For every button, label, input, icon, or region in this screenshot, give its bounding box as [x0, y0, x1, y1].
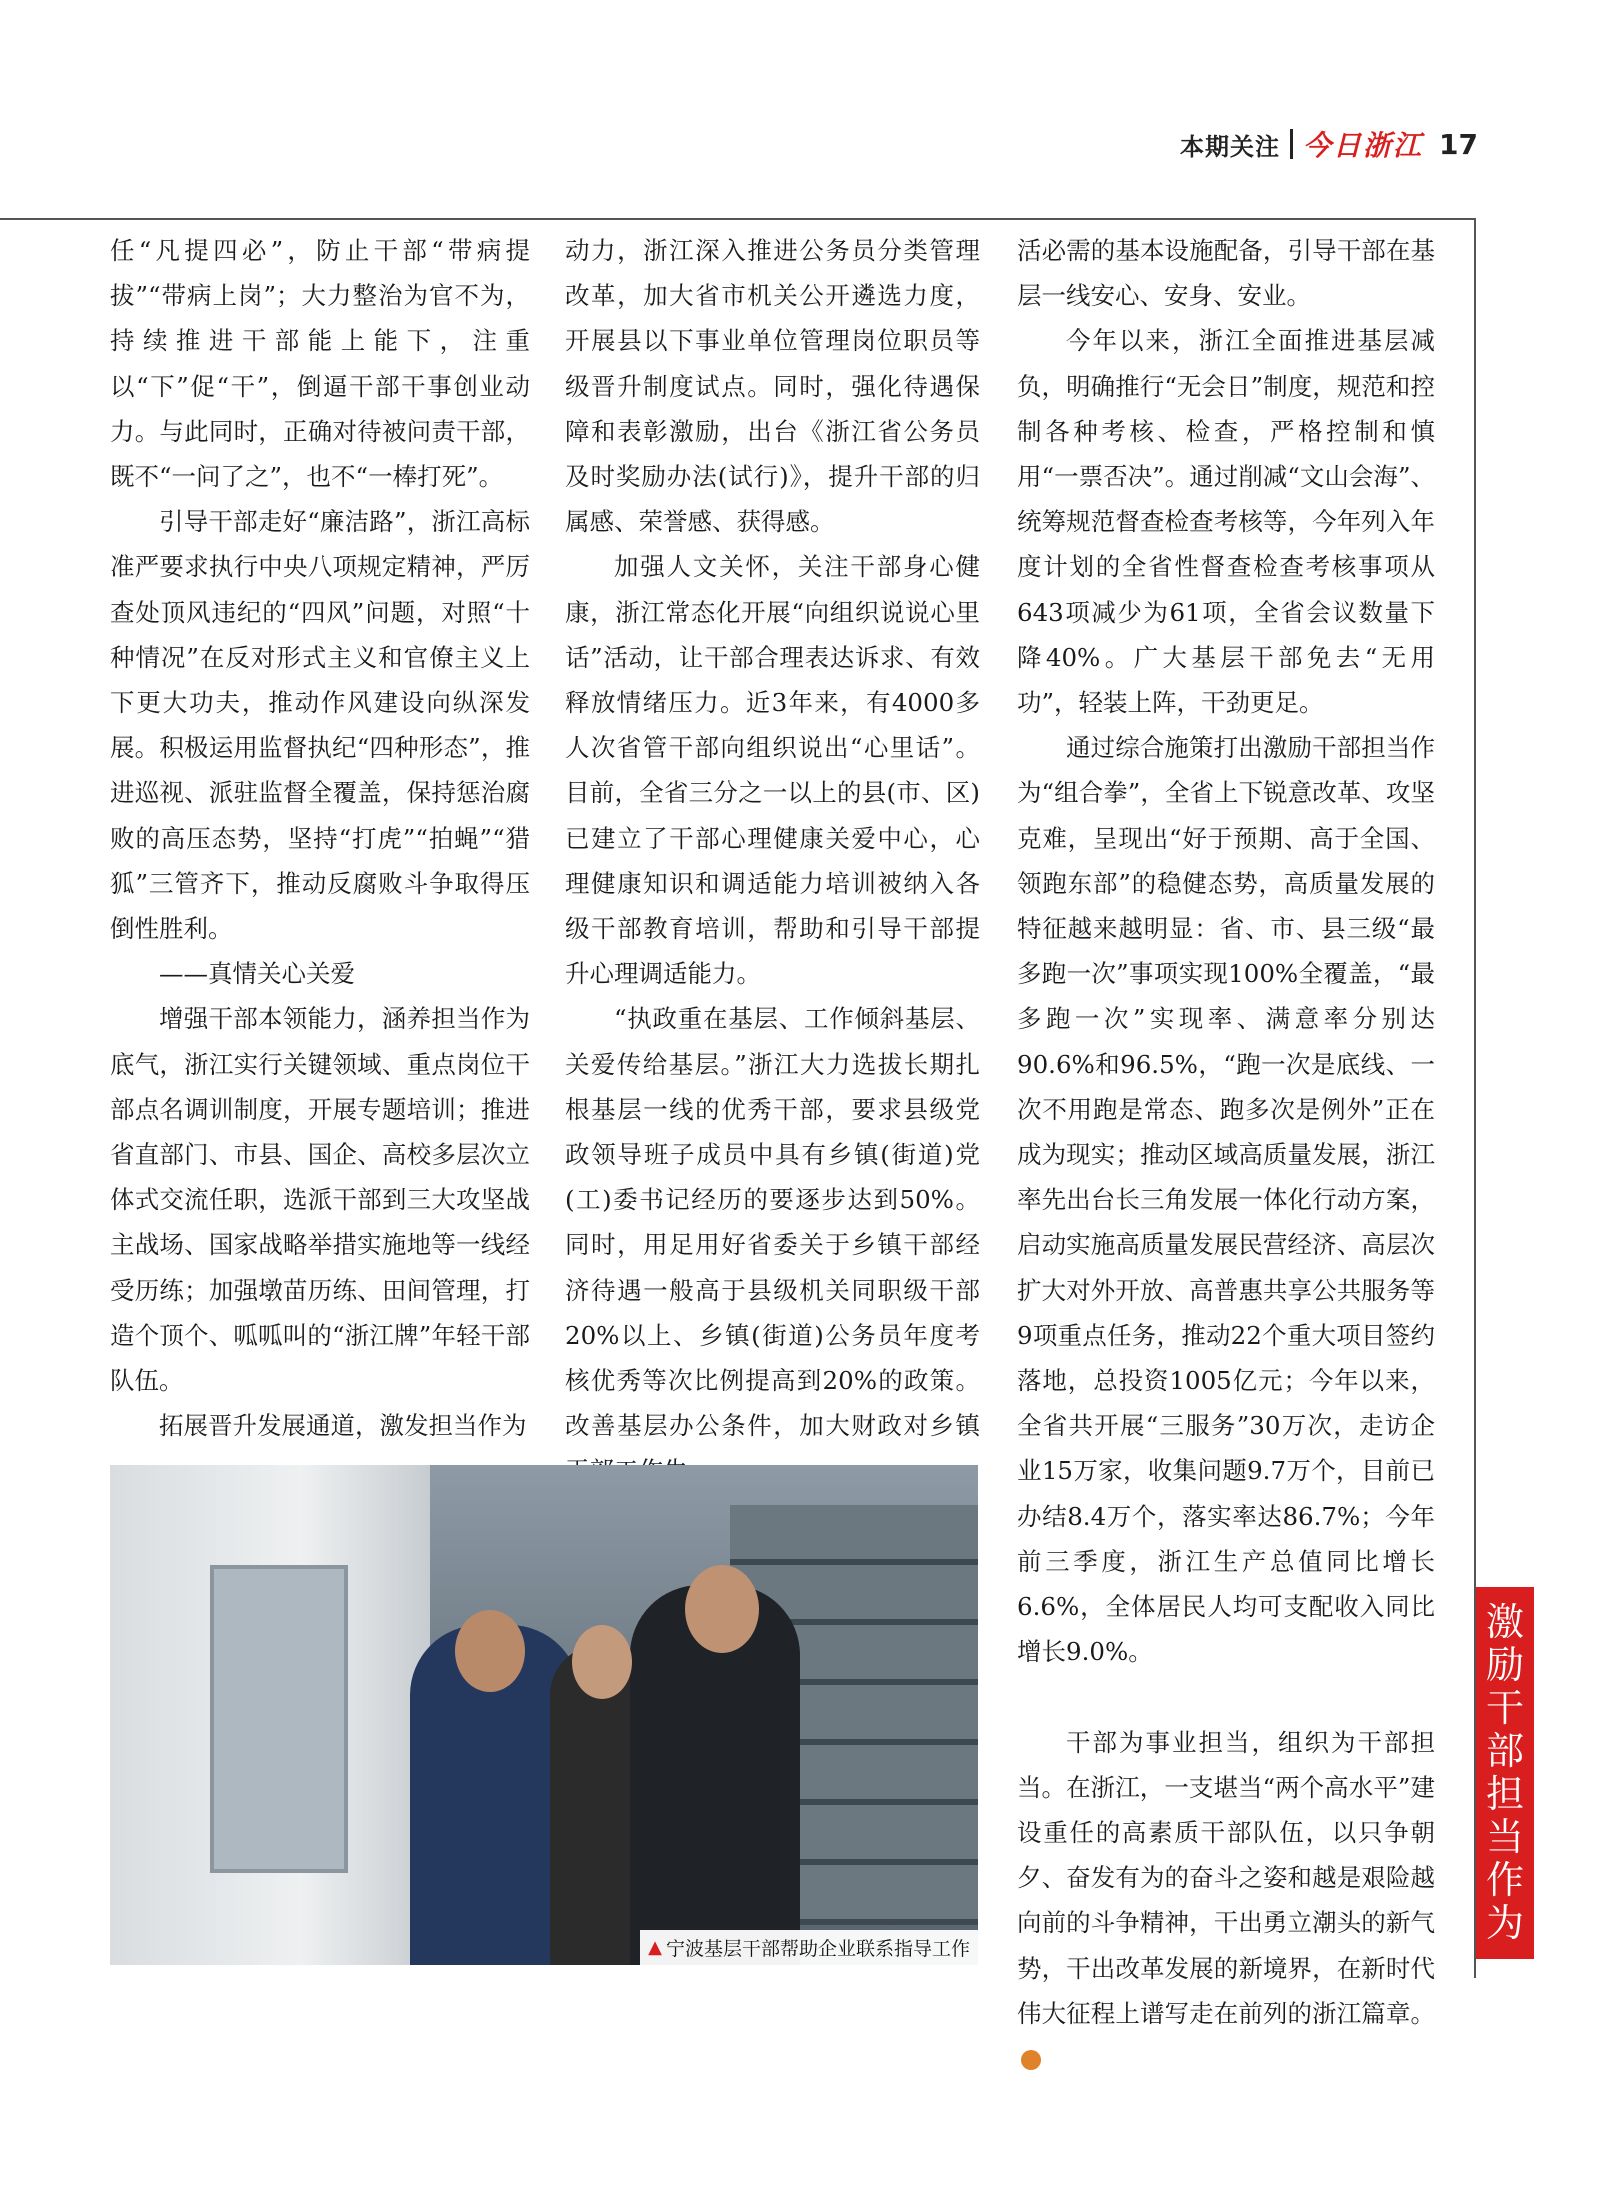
article-paragraph: 动力，浙江深入推进公务员分类管理改革，加大省市机关公开遴选力度，开展县以下事业单位管理岗位职员等级晋升制度试点。同时，强化待遇保障和表彰激励，出台《浙江省公务员及时奖励办法(试行)》，提升干部的归属感、荣誉感、获得感。 — [565, 236, 980, 537]
end-mark-icon — [1021, 2050, 1041, 2070]
side-tab-char: 激 — [1485, 1600, 1524, 1644]
article-paragraph: 通过综合施策打出激励干部担当作为“组合拳”，全省上下锐意改革、攻坚克难，呈现出“好于预期、高于全国、领跑东部”的稳健态势，高质量发展的特征越来越明显：省、市、县三级“最多跑一次”事项实现100%全覆盖，“最多跑一次”实现率、满意率分别达90.6%和96.5%，“跑一次是底线、一次不用跑是常态、跑多次是例外”正在成为现实；推动区域高质量发展，浙江率先出台长三角发展一体化行动方案，启动实施高质量发展民营经济、高层次扩大对外开放、高普惠共享公共服务等9项重点任务，推动22个重大项目签约落地，总投资1005亿元；今年以来，全省共开展“三服务”30万次，走访企业15万家，收集问题9.7万个，目前已办结8.4万个，落实率达86.7%；今年前三季度，浙江生产总值同比增长6.6%，全体居民人均可支配收入同比增长9.0%。 — [1017, 733, 1435, 1667]
photo-caption — [640, 1930, 978, 1965]
side-tab-char: 部 — [1485, 1729, 1524, 1773]
header-divider — [1290, 129, 1293, 159]
article-paragraph: 今年以来，浙江全面推进基层减负，明确推行“无会日”制度，规范和控制各种考核、检查，严格控制和慎用“一票否决”。通过削减“文山会海”、统筹规范督查检查考核等，今年列入年度计划的全省性督查检查考核事项从643项减少为61项，全省会议数量下降40%。广大基层干部免去“无用功”，轻装上阵，干劲更足。 — [1017, 326, 1435, 718]
photo-caption-text: 宁波基层干部帮助企业联系指导工作 — [665, 1938, 970, 1960]
article-column-3 — [1017, 228, 1435, 2081]
page-number: 17 — [1439, 127, 1478, 161]
side-tab-char: 为 — [1485, 1901, 1524, 1945]
side-tab-title — [1476, 1587, 1534, 1959]
article-paragraph: 加强人文关怀，关注干部身心健康，浙江常态化开展“向组织说说心里话”活动，让干部合理表达诉求、有效释放情绪压力。近3年来，有4000多人次省管干部向组织说出“心里话”。目前，全省三分之一以上的县(市、区)已建立了干部心理健康关爱中心，心理健康知识和调适能力培训被纳入各级干部教育培训，帮助和引导干部提升心理调适能力。 — [565, 552, 980, 989]
side-tab-char: 作 — [1485, 1858, 1524, 1902]
top-rule — [0, 218, 1474, 220]
article-paragraph: 任“凡提四必”，防止干部“带病提拔”“带病上岗”；大力整治为官不为，持续推进干部能上能下，注重以“下”促“干”，倒逼干部干事创业动力。与此同时，正确对待被问责干部，既不“一问了之”，也不“一棒打死”。 — [110, 236, 530, 492]
article-column-2 — [565, 228, 980, 1494]
article-paragraph: ——真情关心关爱 — [159, 959, 355, 989]
page-header — [1180, 124, 1478, 164]
article-paragraph: 拓展晋升发展通道，激发担当作为 — [159, 1411, 527, 1441]
side-tab-char: 励 — [1485, 1643, 1524, 1687]
section-title: 本期关注 — [1180, 132, 1281, 161]
cnc-machine-illustration — [110, 1465, 430, 1965]
article-photo — [110, 1465, 978, 1965]
article-column-1 — [110, 228, 530, 1448]
article-paragraph: 活必需的基本设施配备，引导干部在基层一线安心、安身、安业。 — [1017, 236, 1435, 311]
triangle-icon: ▲ — [648, 1937, 662, 1958]
side-tab-char: 担 — [1485, 1772, 1524, 1816]
side-tab-char: 干 — [1485, 1686, 1524, 1730]
article-paragraph: 干部为事业担当，组织为干部担当。在浙江，一支堪当“两个高水平”建设重任的高素质干部队伍，以只争朝夕、奋发有为的奋斗之姿和越是艰险越向前的斗争精神，干出勇立潮头的新气势，干出改革发展的新境界，在新时代伟大征程上谱写走在前列的浙江篇章。 — [1017, 1720, 1435, 2082]
magazine-logo: 今日浙江 — [1303, 129, 1424, 162]
article-paragraph: “执政重在基层、工作倾斜基层、关爱传给基层。”浙江大力选拔长期扎根基层一线的优秀干部，要求县级党政领导班子成员中具有乡镇(街道)党(工)委书记经历的要逐步达到50%。同时，用足用好省委关于乡镇干部经济待遇一般高于县级机关同职级干部20%以上、乡镇(街道)公务员年度考核优秀等次比例提高到20%的政策。改善基层办公条件，加大财政对乡镇 — [565, 1004, 980, 1441]
article-paragraph: 增强干部本领能力，涵养担当作为底气，浙江实行关键领域、重点岗位干部点名调训制度，开展专题培训；推进省直部门、市县、国企、高校多层次立体式交流任职，选派干部到三大攻坚战主战场、国家战略举措实施地等一线经受历练；加强墩苗历练、田间管理，打造个顶个、呱呱叫的“浙江牌”年轻干部队伍。 — [110, 1004, 530, 1396]
article-paragraph: 引导干部走好“廉洁路”，浙江高标准严要求执行中央八项规定精神，严厉查处顶风违纪的“四风”问题，对照“十种情况”在反对形式主义和官僚主义上下更大功夫，推动作风建设向纵深发展。积极运用监督执纪“四种形态”，推进巡视、派驻监督全覆盖，保持惩治腐败的高压态势，坚持“打虎”“拍蝇”“猎狐”三管齐下，推动反腐败斗争取得压倒性胜利。 — [110, 507, 530, 944]
side-tab-char: 当 — [1485, 1815, 1524, 1859]
